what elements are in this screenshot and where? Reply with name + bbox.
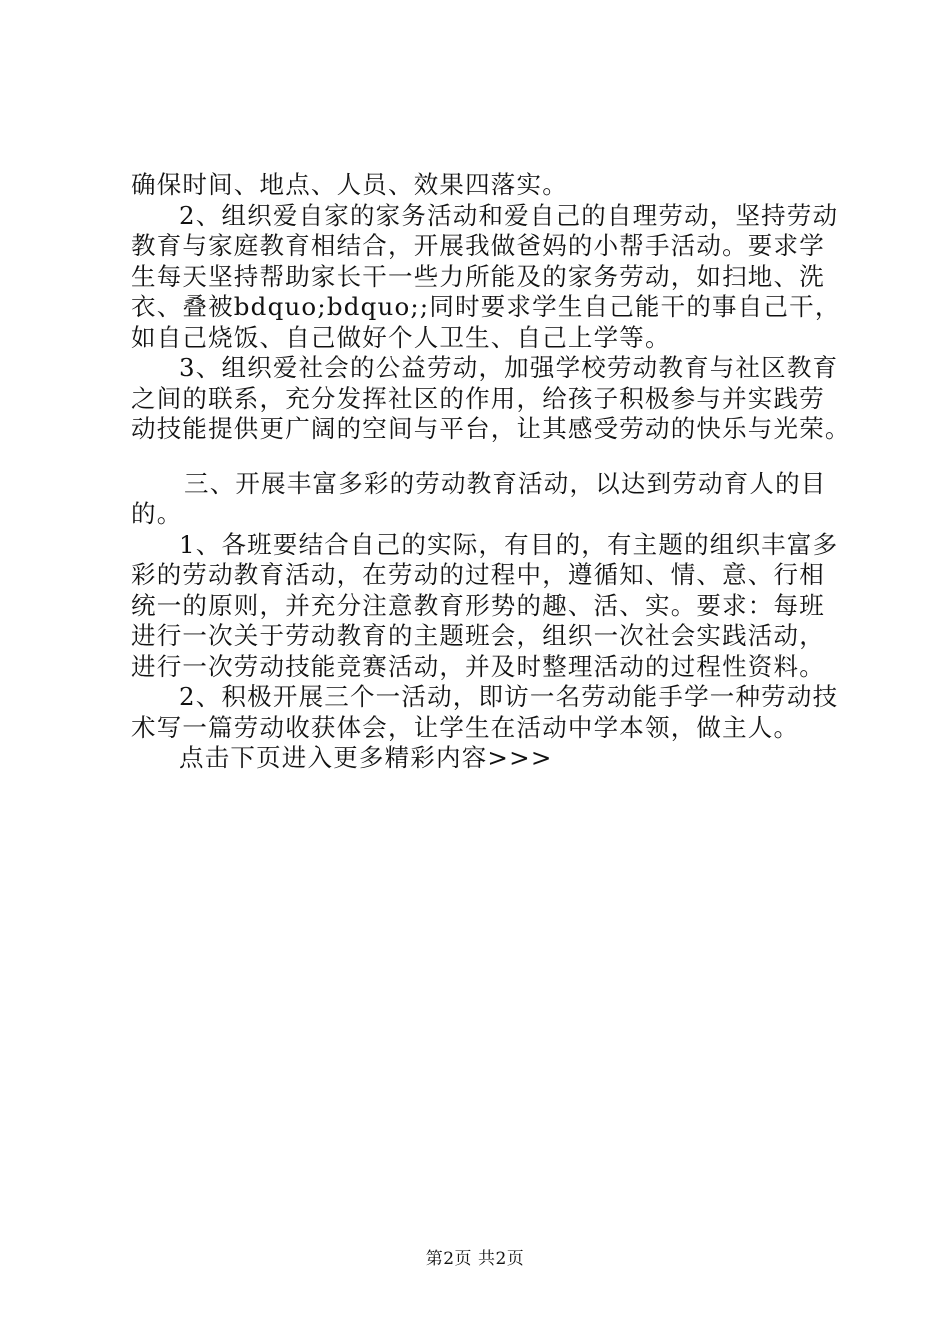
paragraph-line: 动技能提供更广阔的空间与平台，让其感受劳动的快乐与光荣。 <box>131 414 851 443</box>
paragraph-line: 生每天坚持帮助家长干一些力所能及的家务劳动，如扫地、洗 <box>131 261 825 291</box>
section-heading-continuation: 的。 <box>131 499 183 528</box>
paragraph-line: 1、各班要结合自己的实际，有目的，有主题的组织丰富多 <box>179 529 839 559</box>
section-heading: 三、开展丰富多彩的劳动教育活动，以达到劳动育人的目 <box>184 468 827 498</box>
paragraph-line: 教育与家庭教育相结合，开展我做爸妈的小帮手活动。要求学 <box>131 231 825 260</box>
paragraph-line: 之间的联系，充分发挥社区的作用，给孩子积极参与并实践劳 <box>131 383 825 413</box>
paragraph-line: 进行一次关于劳动教育的主题班会，组织一次社会实践活动， <box>131 621 825 650</box>
paragraph-line: 确保时间、地点、人员、效果四落实。 <box>131 170 568 199</box>
paragraph-line: 2、组织爱自家的家务活动和爱自己的自理劳动，坚持劳动 <box>179 200 839 230</box>
paragraph-line: 术写一篇劳动收获体会，让学生在活动中学本领，做主人。 <box>131 712 800 742</box>
paragraph-line: 彩的劳动教育活动，在劳动的过程中，遵循知、情、意、行相 <box>131 560 825 589</box>
paragraph-line: 衣、叠被bdquo;bdquo;;同时要求学生自己能干的事自己干， <box>131 292 841 321</box>
paragraph-line: 进行一次劳动技能竞赛活动，并及时整理活动的过程性资料。 <box>131 651 825 681</box>
paragraph-line: 如自己烧饭、自己做好个人卫生、自己上学等。 <box>131 322 671 352</box>
paragraph-line: 2、积极开展三个一活动，即访一名劳动能手学一种劳动技 <box>179 682 839 711</box>
paragraph-line: 统一的原则，并充分注意教育形势的趣、活、实。要求：每班 <box>131 590 825 620</box>
document-body <box>131 170 851 774</box>
paragraph-line: 3、组织爱社会的公益劳动，加强学校劳动教育与社区教育 <box>179 353 839 382</box>
next-page-link[interactable]: 点击下页进入更多精彩内容>>> <box>179 743 553 772</box>
paragraph-gap <box>131 445 835 469</box>
page-number-footer: 第2页 共2页 <box>425 1249 525 1269</box>
